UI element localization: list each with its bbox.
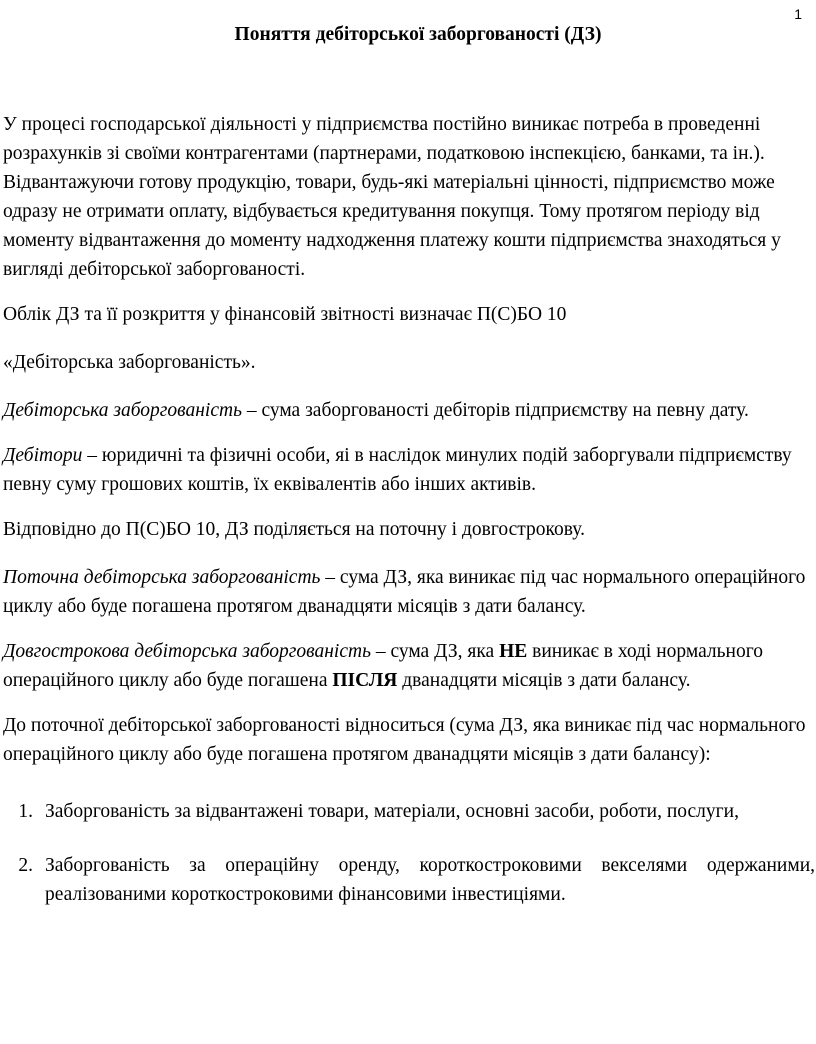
definition-current: – сума ДЗ, яка виникає під час нормального операційного циклу або буде погашена протягом дванадцяти місяців з дати балансу. xyxy=(3,567,806,617)
list-item-text: Заборгованість за відвантажені товари, матеріали, основні засоби, роботи, послуги, xyxy=(45,801,739,822)
paragraph-intro: У процесі господарської діяльності у підприємства постійно виникає потреба в проведенні розрахунків зі своїми контрагентами (партнерами, податковою інспекцією, банками, та ін.). Відвантажуючи готову продукцію, товари, будь-які матеріальні цінності, підприємство може одразу не отримати оплату, відбувається кредитування покупця. Тому протягом періоду від моменту відвантаження до моменту надходження платежу кошти підприємства знаходяться у вигляді дебіторської заборгованості. xyxy=(3,114,781,280)
list-item xyxy=(3,797,815,826)
definition-receivable: – сума заборгованості дебіторів підприємству на певну дату. xyxy=(241,400,749,421)
paragraph-classification: Відповідно до П(С)БО 10, ДЗ поділяється на поточну і довгострокову. xyxy=(3,519,585,540)
document-body xyxy=(3,110,815,934)
paragraph-def-longterm xyxy=(3,637,815,695)
list-item-number: 2. xyxy=(18,855,33,876)
term-current: Поточна дебіторська заборгованість xyxy=(3,567,321,588)
page-number: 1 xyxy=(794,6,802,22)
paragraph-accounting: Облік ДЗ та її розкриття у фінансовій звітності визначає П(С)БО 10 xyxy=(3,304,567,325)
numbered-list xyxy=(3,797,815,909)
term-debtors: Дебітори xyxy=(3,445,83,466)
term-longterm: Довгострокова дебіторська заборгованість xyxy=(3,641,371,662)
paragraph-def-current xyxy=(3,563,815,621)
list-item xyxy=(3,851,815,909)
paragraph-def-receivable xyxy=(3,396,815,425)
page-title: Поняття дебіторської заборгованості (ДЗ) xyxy=(234,24,602,45)
emphasis-after: ПІСЛЯ xyxy=(332,670,398,691)
definition-longterm-part-1: – сума ДЗ, яка xyxy=(370,641,500,662)
definition-longterm-part-2: виникає в ході нормального операційного циклу або буде погашена xyxy=(3,641,763,691)
paragraph-standard-name: «Дебіторська заборгованість». xyxy=(3,352,256,373)
list-item-text: Заборгованість за операційну оренду, короткостроковими векселями одержаними, реалізованими короткостроковими фінансовими інвестиціями. xyxy=(45,855,815,905)
paragraph-def-debtors xyxy=(3,441,815,499)
list-item-number: 1. xyxy=(18,801,33,822)
emphasis-not: НЕ xyxy=(499,641,528,662)
paragraph-current-includes: До поточної дебіторської заборгованості відноситься (сума ДЗ, яка виникає під час нормального операційного циклу або буде погашена протягом дванадцяти місяців з дати балансу): xyxy=(3,715,806,765)
term-receivable: Дебіторська заборгованість xyxy=(3,400,242,421)
definition-longterm-part-3: дванадцяти місяців з дати балансу. xyxy=(397,670,691,691)
definition-debtors: – юридичні та фізичні особи, яі в наслідок минулих подій заборгували підприємству певну суму грошових коштів, їх еквівалентів або інших активів. xyxy=(3,445,792,495)
